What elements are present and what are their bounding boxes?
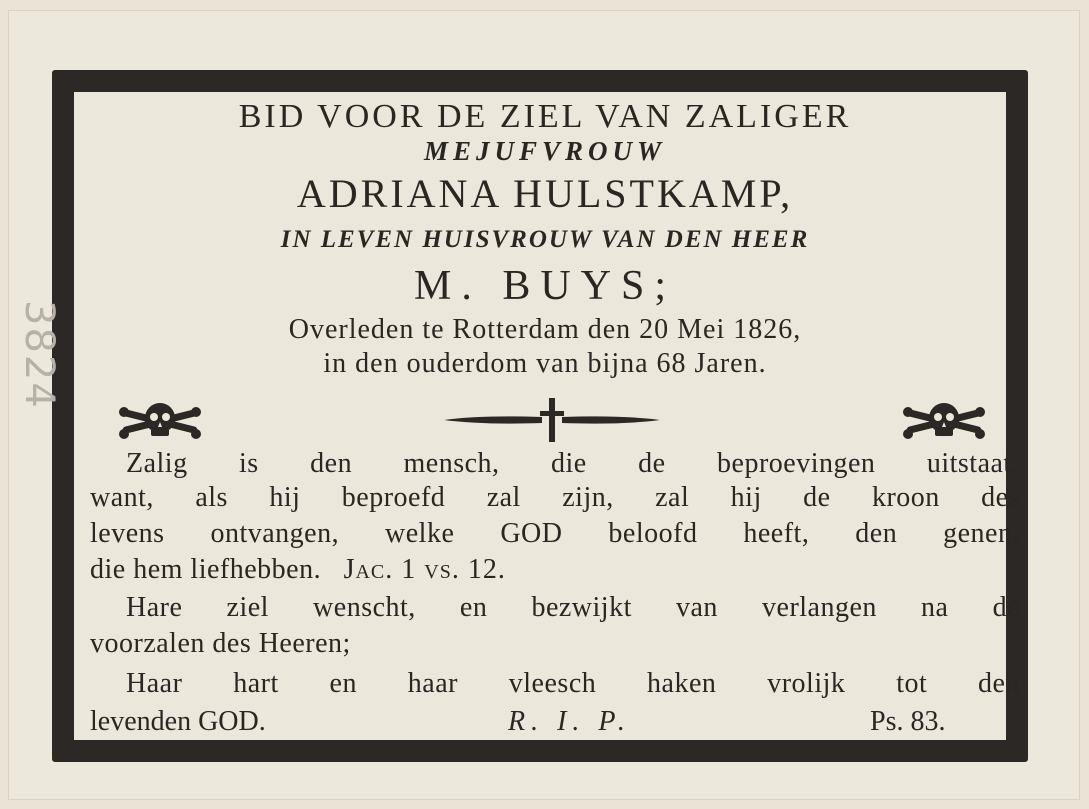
title-mejufvrouw: MEJUFVROUW xyxy=(423,136,667,166)
closing-line xyxy=(90,706,1020,742)
verse-line xyxy=(90,554,1020,586)
scripture-reference: Jac. 1 vs. 12. xyxy=(343,554,506,585)
verse-line: voorzalen des Heeren; xyxy=(90,628,351,659)
death-date-line: Overleden te Rotterdam den 20 Mei 1826, xyxy=(288,314,802,345)
verse-line: Hare ziel wenscht, en bezwijkt van verlangen na de xyxy=(126,592,1020,623)
verse-line: want, als hij beproefd zal zijn, zal hij de kroon des xyxy=(90,482,1020,513)
handwritten-catalog-number: 3824 xyxy=(16,300,62,410)
verse-line: Zalig is den mensch, die de beproevingen uitstaat; xyxy=(126,448,1020,479)
skull-crossbones-icon xyxy=(902,400,986,446)
verse-line: levens ontvangen, welke GOD beloofd heeft, den genen, xyxy=(90,518,1020,549)
verse-line: Haar hart en haar vleesch haken vrolijk tot den xyxy=(126,668,1020,699)
verse-text: levenden GOD. xyxy=(90,706,266,737)
prayer-heading: BID VOOR DE ZIEL VAN ZALIGER xyxy=(238,98,852,135)
card-text xyxy=(70,78,1020,752)
rip-inscription: R. I. P. xyxy=(508,706,631,737)
spouse-intro: IN LEVEN HUISVROUW VAN DEN HEER xyxy=(280,226,810,253)
verse-text: die hem liefhebben. xyxy=(90,554,322,585)
cross-ornament-icon xyxy=(442,396,662,444)
age-line: in den ouderdom van bijna 68 Jaren. xyxy=(323,348,767,379)
psalm-reference: Ps. 83. xyxy=(870,706,946,737)
husband-name: M. BUYS; xyxy=(413,263,677,309)
skull-crossbones-icon xyxy=(118,400,202,446)
deceased-name: ADRIANA HULSTKAMP, xyxy=(296,171,794,216)
